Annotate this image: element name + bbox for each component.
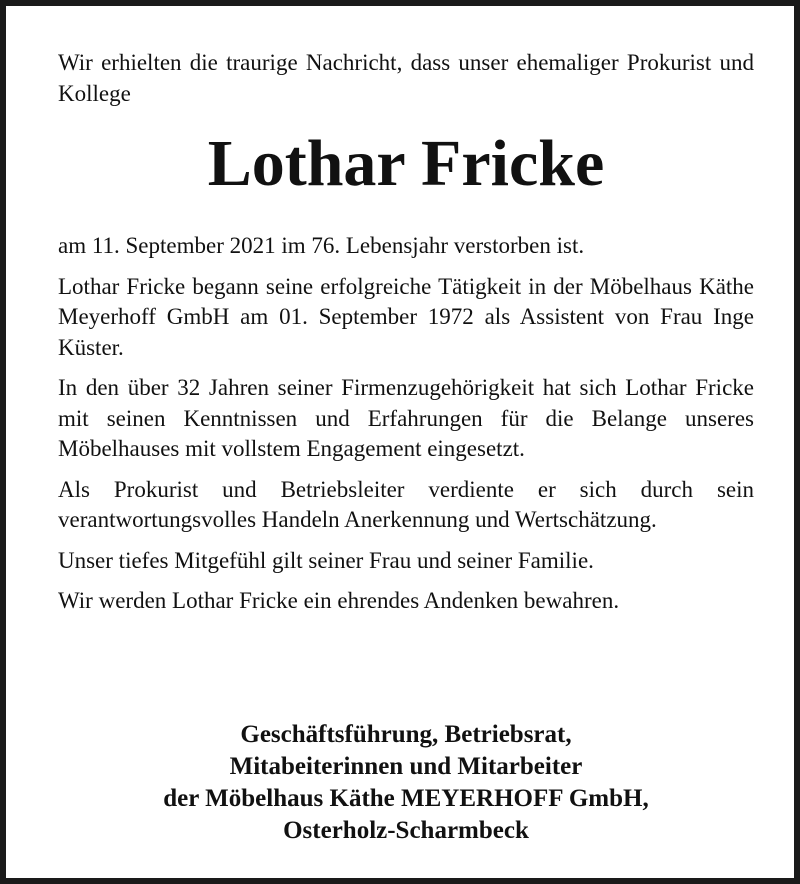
signature-line: Mitabeiterinnen und Mitarbeiter bbox=[229, 753, 583, 780]
paragraph-condolence: Unser tiefes Mitgefühl gilt seiner Frau und seiner Familie. bbox=[58, 547, 594, 573]
date-line: am 11. September 2021 im 76. Lebensjahr verstorben ist. bbox=[58, 233, 585, 258]
intro-text: Wir erhielten die traurige Nachricht, dass unser ehemaliger Prokurist und Kollege bbox=[58, 50, 754, 106]
signature-line: der Möbelhaus Käthe MEYERHOFF GmbH, bbox=[163, 785, 649, 812]
notice-body bbox=[58, 48, 754, 617]
paragraph-career-start: Lothar Fricke begann seine erfolgreiche Tätigkeit in der Möbelhaus Käthe Meyerhoff GmbH am 01. September 1972 als Assistent von Frau Inge Küster. bbox=[58, 273, 754, 360]
paragraph-tenure: In den über 32 Jahren seiner Firmenzugehörigkeit hat sich Lothar Fricke mit seinen Kenntnissen und Erfahrungen für die Belange unseres Möbelhauses mit vollstem Engagement eingesetzt. bbox=[58, 375, 754, 461]
paragraph-remembrance: Wir werden Lothar Fricke ein ehrendes Andenken bewahren. bbox=[58, 588, 620, 613]
signature-line: Osterholz-Scharmbeck bbox=[283, 817, 529, 844]
deceased-name: Lothar Fricke bbox=[207, 127, 605, 200]
paragraph-role: Als Prokurist und Betriebsleiter verdiente er sich durch sein verantwortungsvolles Handeln Anerkennung und Wertschätzung. bbox=[58, 476, 754, 532]
signature-block bbox=[58, 719, 754, 847]
signature-line: Geschäftsführung, Betriebsrat, bbox=[240, 721, 572, 748]
